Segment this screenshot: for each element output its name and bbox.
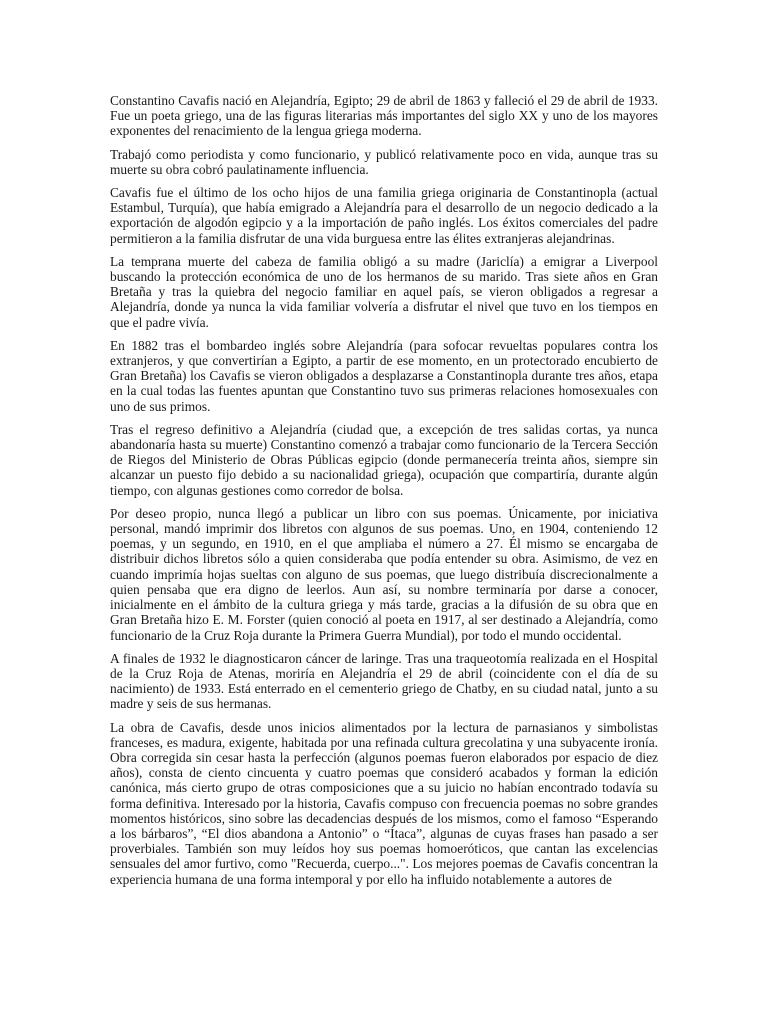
paragraph-return: Tras el regreso definitivo a Alejandría (ciudad que, a excepción de tres salidas cortas, ya nunca abandonaría hasta su muerte) Constantino comenzó a trabajar como funcionario de la Tercera Sección de Riegos del Ministerio de Obras Públicas egipcio (donde permanecería treinta años, siempre sin alcanzar un puesto fijo debido a su nacionalidad griega), ocupación que compartiría, durante algún tiempo, con algunas gestiones como corredor de bolsa.: [110, 421, 658, 498]
paragraph-death: A finales de 1932 le diagnosticaron cáncer de laringe. Tras una traqueotomía realizada en el Hospital de la Cruz Roja de Atenas, moriría en Alejandría el 29 de abril (coincidente con el día de su nacimiento) de 1933. Está enterrado en el cementerio griego de Chatby, en su ciudad natal, junto a su madre y seis de sus hermanas.: [110, 650, 658, 712]
paragraph-work: La obra de Cavafis, desde unos inicios alimentados por la lectura de parnasianos y simbolistas franceses, es madura, exigente, habitada por una refinada cultura grecolatina y una subyacente ironía. Obra corregida sin cesar hasta la perfección (algunos poemas fueron elaborados por espacio de diez años), consta de ciento cincuenta y cuatro poemas que consideró acabados y forman la edición canónica, más cierto grupo de otras composiciones que a su juicio no habían encontrado todavía su forma definitiva. Interesado por la historia, Cavafis compuso con frecuencia poemas no sobre grandes momentos históricos, sino sobre las decadencias después de los mismos, como el famoso “Esperando a los bárbaros”, “El dios abandona a Antonio” o “Ítaca”, algunas de cuyas frases han pasado a ser proverbiales. También son muy leídos hoy sus poemas homoeróticos, que cantan las excelencias sensuales del amor furtivo, como "Recuerda, cuerpo...". Los mejores poemas de Cavafis concentran la experiencia humana de una forma intemporal y por ello ha influido notablemente a autores de: [110, 719, 658, 887]
paragraph-birth: Constantino Cavafis nació en Alejandría, Egipto; 29 de abril de 1863 y falleció el 29 de abril de 1933. Fue un poeta griego, una de las figuras literarias más importantes del siglo XX y uno de los mayores exponentes del renacimiento de la lengua griega moderna.: [110, 93, 658, 139]
paragraph-liverpool: La temprana muerte del cabeza de familia obligó a su madre (Jariclía) a emigrar a Liverpool buscando la protección económica de uno de los hermanos de su marido. Tras siete años en Gran Bretaña y tras la quiebra del negocio familiar en aquel país, se vieron obligados a regresar a Alejandría, donde ya nunca la vida familiar volvería a disfrutar el nivel que tuvo en los tiempos en que el padre vivía.: [110, 253, 658, 330]
paragraph-career: Trabajó como periodista y como funcionario, y publicó relativamente poco en vida, aunque tras su muerte su obra cobró paulatinamente influencia.: [110, 146, 658, 177]
paragraph-constantinople: En 1882 tras el bombardeo inglés sobre Alejandría (para sofocar revueltas populares contra los extranjeros, y que convertirían a Egipto, a partir de ese momento, en un protectorado encubierto de Gran Bretaña) los Cavafis se vieron obligados a desplazarse a Constantinopla durante tres años, etapa en la cual todas las fuentes apuntan que Constantino tuvo sus primeras relaciones homosexuales con uno de sus primos.: [110, 337, 658, 414]
paragraph-family: Cavafis fue el último de los ocho hijos de una familia griega originaria de Constantinopla (actual Estambul, Turquía), que había emigrado a Alejandría para el desarrollo de un negocio dedicado a la exportación de algodón egipcio y a la importación de paño inglés. Los éxitos comerciales del padre permitieron a la familia disfrutar de una vida burguesa entre las élites extranjeras alejandrinas.: [110, 185, 658, 246]
paragraph-publication: Por deseo propio, nunca llegó a publicar un libro con sus poemas. Únicamente, por iniciativa personal, mandó imprimir dos libretos con algunos de sus poemas. Uno, en 1904, conteniendo 12 poemas, y un segundo, en 1910, en el que ampliaba el número a 27. Él mismo se encargaba de distribuir dichos libretos sólo a quien consideraba que podía entender su obra. Asimismo, de vez en cuando imprimía hojas sueltas con alguno de sus poemas, que luego distribuía discrecionalmente a quien pensaba que era digno de leerlos. Aun así, su nombre terminaría por darse a conocer, inicialmente en el ámbito de la cultura griega y más tarde, gracias a la difusión de su obra que en Gran Bretaña hizo E. M. Forster (quien conoció al poeta en 1917, al ser destinado a Alejandría, como funcionario de la Cruz Roja durante la Primera Guerra Mundial), por todo el mundo occidental.: [110, 505, 658, 643]
document-body: [110, 93, 658, 895]
